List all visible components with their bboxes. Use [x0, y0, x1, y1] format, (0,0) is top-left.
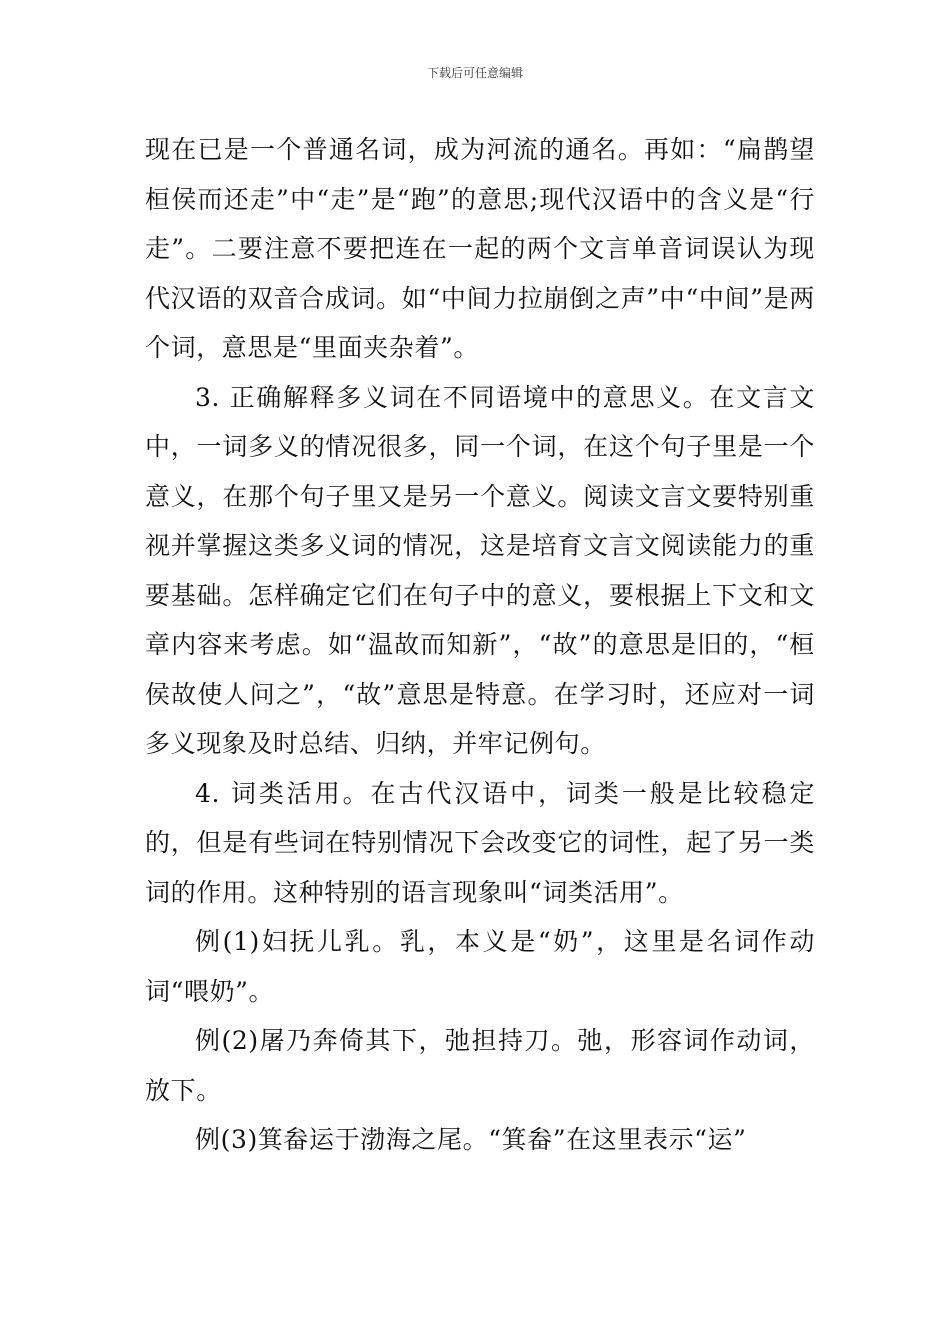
paragraph-point-3: 3. 正确解释多义词在不同语境中的意思义。在文言文中，一词多义的情况很多，同一个词，在这个句子里是一个意义，在那个句子里又是另一个意义。阅读文言文要特别重视并掌握这类多义词的情况，这是培育文言文阅读能力的重要基础。怎样确定它们在句子中的意义，要根据上下文和文章内容来考虑。如“温故而知新”，“故”的意思是旧的，“桓侯故使人问之”，“故”意思是特意。在学习时，还应对一词多义现象及时总结、归纳，并牢记例句。: [145, 382, 815, 758]
paragraph-continuation: 现在已是一个普通名词，成为河流的通名。再如：“扁鹊望桓侯而还走”中“走”是“跑”的意思;现代汉语中的含义是“行走”。二要注意不要把连在一起的两个文言单音词误认为现代汉语的双音合成词。如“中间力拉崩倒之声”中“中间”是两个词，意思是“里面夹杂着”。: [145, 135, 815, 362]
page-header: 下载后可任意编辑: [426, 66, 523, 80]
paragraph-example-1: 例(1)妇抚儿乳。乳，本义是“奶”，这里是名词作动词“喂奶”。: [145, 927, 815, 1006]
paragraph-example-3: 例(3)箕畚运于渤海之尾。“箕畚”在这里表示“运”: [195, 1125, 747, 1154]
paragraph-point-4: 4. 词类活用。在古代汉语中，词类一般是比较稳定的，但是有些词在特别情况下会改变它的词性，起了另一类词的作用。这种特别的语言现象叫“词类活用”。: [145, 778, 815, 907]
paragraph-example-2: 例(2)屠乃奔倚其下，弛担持刀。弛，形容词作动词，放下。: [145, 1026, 815, 1105]
document-body: [145, 125, 815, 1165]
